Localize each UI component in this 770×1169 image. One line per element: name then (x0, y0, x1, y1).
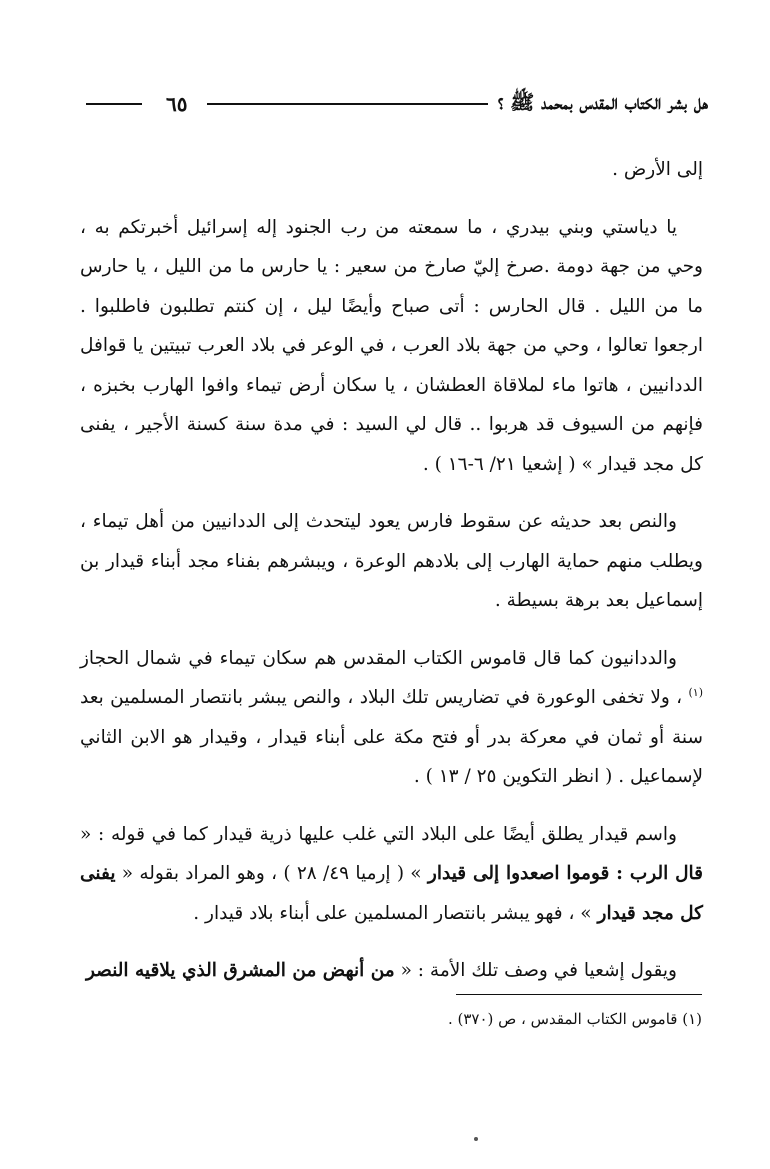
paragraph-text: والددانيون كما قال قاموس الكتاب المقدس هم سكان تيماء في شمال الحجاز (80, 647, 677, 669)
paragraph-text: واسم قيدار يطلق أيضًا على البلاد التي غلب عليها ذرية قيدار كما في قوله : « (80, 823, 677, 845)
footnote-separator (456, 994, 702, 995)
paragraph: إلى الأرض . (612, 159, 703, 180)
page-speck (474, 1137, 478, 1141)
footnote-reference[interactable]: (١) (688, 685, 703, 699)
page-number: ٦٥ (166, 92, 188, 116)
paragraph-text: » ( إرميا ٤٩/ ٢٨ ) ، وهو المراد بقوله « (121, 863, 422, 884)
body-text (80, 150, 703, 1009)
header-rule-short (86, 103, 142, 105)
running-title: هل بشر الكتاب المقدس بمحمد ﷺ ؟ (497, 89, 708, 114)
paragraph: والنص بعد حديثه عن سقوط فارس يعود ليتحدث إلى الددانيين من أهل تيماء ، ويطلب منهم حماية الهارب إلى بلادهم الوعرة ، ويبشرهم بفناء مجد أبناء قيدار بن إسماعيل بعد برهة بسيطة . (80, 511, 703, 611)
paragraph (80, 639, 703, 797)
page-header (86, 86, 708, 122)
paragraph (80, 815, 703, 934)
paragraph (80, 951, 703, 991)
header-rule (207, 103, 487, 105)
paragraph: يا دياستي وبني بيدري ، ما سمعته من رب الجنود إله إسرائيل أخبرتكم به ، وحي من جهة دومة .صرخ إليّ صارخ من سعير : يا حارس ما من الليل ، يا حارس ما من الليل . قال الحارس : أتى صباح وأيضًا ليل ، إن كنتم تطلبون فاطلبوا . ارجعوا تعالوا ، وحي من جهة بلاد العرب ، في الوعر في بلاد العرب تبيتين يا قوافل الددانيين ، هاتوا ماء لملاقاة العطشان ، يا سكان أرض تيماء وافوا الهارب بخبزه ، فإنهم من السيوف قد هربوا .. قال لي السيد : في مدة سنة كسنة الأجير ، يفنى كل مجد قيدار » ( إشعيا ٢١/ ٦-١٦ ) . (80, 216, 703, 475)
paragraph-text: » ، فهو يبشر بانتصار المسلمين على أبناء بلاد قيدار . (193, 902, 592, 924)
paragraph-text: ويقول إشعيا في وصف تلك الأمة : « (400, 960, 677, 981)
paragraph-text: ، ولا تخفى الوعورة في تضاريس تلك البلاد ، والنص يبشر بانتصار المسلمين بعد سنة أو ثمان في معركة بدر أو فتح مكة على أبناء قيدار ، وقيدار هو الابن الثاني لإسماعيل . ( انظر التكوين ٢٥ / ١٣ ) . (80, 687, 703, 787)
bold-quote: قال الرب : قوموا اصعدوا إلى قيدار (427, 863, 703, 884)
footnote: (١) قاموس الكتاب المقدس ، ص (٣٧٠) . (447, 1010, 702, 1028)
bold-quote: يفنى كل مجد قيدار (80, 863, 703, 924)
bold-quote: من أنهض من المشرق الذي يلاقيه النصر (85, 960, 395, 981)
